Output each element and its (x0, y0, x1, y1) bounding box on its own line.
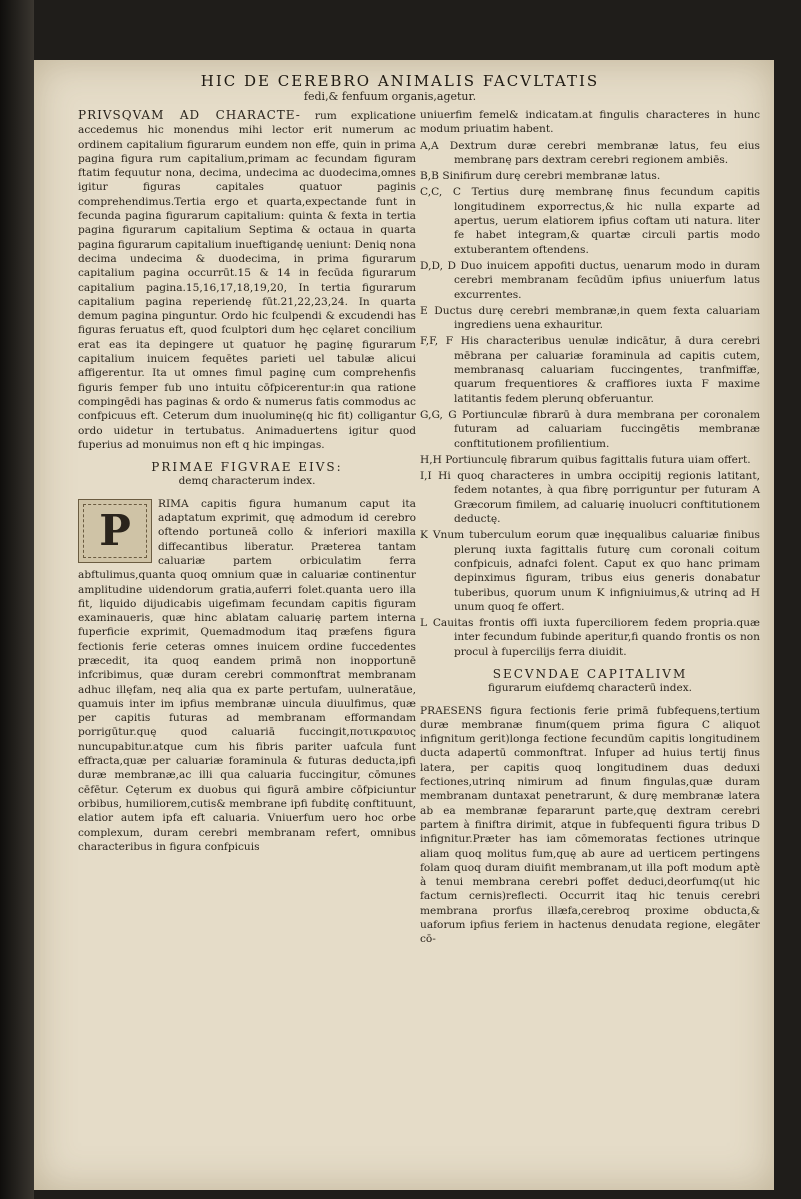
index-entry (420, 528, 760, 614)
index-entry (420, 616, 760, 659)
entry-key: I,I (420, 470, 432, 483)
left-column (78, 108, 416, 860)
index-entry (420, 453, 760, 467)
index-entry (420, 169, 760, 183)
entry-text: Duo inuicem appofiti ductus, uenarum modo in duram cerebri membranam fecūdūm ipfius uniuerfum latus excurrentes. (454, 259, 760, 301)
first-figure-paragraph (78, 497, 416, 854)
section-title-second: SECVNDAE CAPITALIVM (492, 666, 688, 681)
index-entry (420, 139, 760, 168)
right-lead-line-1: uniuerfim femel& indicatam.at fingulis characteres (420, 109, 710, 121)
index-entry (420, 304, 760, 333)
first-figure-text: RIMA capitis figura humanum caput ita adaptatum exprimit, quę admodum id cerebro oftendo portuneā collo & inferiori maxilla diffecantibus liberatur. Præterea tantam caluariæ partem orbiculatim ferra abftulimus,quanta quoq omnium quæ in caluariæ continentur amplitudine uidendorum gratia,auferri folet.quanta uero illa fit, liquido dijudicabis uigefimam fecundam capitis figuram examinaueris, quæ hinc ablatam caluarię partem interna fuperficie exprimit, Quemadmodum itaq præfens figura fectionis ferie ceteras omnes inuicem ordine fuccedentes præcedit, ita quoq eandem primā non inopportunē infcribimus, quæ duram cerebri commonftrat membranam adhuc illęfam, neq alia qua ex parte pertufam, uulneratāue, quamuis inter im ipfius membranæ uincula diuulfimus, quæ per capitis futuras ad membranam efformandam porrigūtur.quę quod caluariā fuccingit,ποτικραυιος nuncupabitur.atque cum his fibris pariter uafcula funt effracta,quæ per caluariæ foraminula & futuras deducta,ipfi duræ membranæ,ac illi qua caluaria fuccingitur, cōmunes cēfētur. Cęterum ex duobus qui figurā ambire cōfpiciuntur orbibus, humiliorem,cutis& membrane ipfi fubditę conftituunt, elatior autem ipfa eft caluaria. Vniuerfum uero hoc orbe complexum, duram cerebri membranam refert, omnibus characteribus in figura confpicuis (78, 497, 416, 853)
entry-text: Sinifirum durę cerebri membranæ latus. (442, 170, 661, 183)
intro-lead: PRIVSQVAM AD CHARACTE- (78, 108, 301, 122)
running-header: HIC DE CEREBRO ANIMALIS FACVLTATIS (200, 72, 600, 90)
index-entry (420, 334, 760, 405)
entry-key: H,H (420, 453, 442, 466)
entry-key: G,G, G (420, 408, 457, 421)
intro-paragraph (78, 108, 416, 452)
entry-text: Tertius durę membranę finus fecundum capitis longitudinem exporrectus,& hic nulla exparte ad apertus, uerum elatiorem ipfius coftam uti natura. liter fe habet integram,& quartæ circuli partis modo extuberantem oftendens. (454, 186, 760, 256)
entry-text: Vnum tuberculum eorum quæ inęqualibus caluariæ finibus plerunq iuxta fagittalis futurę cum coronali coitum confpicuis, adnafci folent. Caput ex quo hanc primam depinximus figuram, tribus eius generis donabatur tuberibus, quorum unum K infigniuimus,& utrinq ad H unum quoq fe offert. (432, 529, 760, 613)
index-entry (420, 259, 760, 302)
character-index (420, 139, 760, 659)
intro-text: rum explicatione accedemus hic monendus mihi lector erit numerum ac ordinem capitalium figurarum eundem non effe, quin in prima pagina figura rum capitalium,primam ac fecundam figuram ftatim fequutur nona, decima, undecima ac duodecima,omnes igitur figuras capitales quatuor paginis comprehendimus.Tertia ergo et quarta,expectande funt in fecunda pagina figurarum capitalium: quinta & fexta in tertia pagina figurarum capitalium Septima & octaua in quarta pagina figurarum capitalium inueftigandę ueniunt: Deniq nona decima undecima & duodecima, in prima figurarum capitalium pagina occurrūt.15 & 14 in fecūda figurarum capitalium pagina.15,16,17,18,19,20, In tertia figurarum capitalium pagina reperiendę fūt.21,22,23,24. In quarta demum pagina pinguntur. Ordo hic fculpendi & excudendi has figuras feruatus eft, quod fculptori dum hęc cęlaret concilium erat eas ita depingere ut quatuor hę paginę figurarum capitalium inuicem fequētes parieti uel tabulæ alicui affigerentur. Ita ut omnes fimul paginę cum comprehenfis figuris femper fub uno intuitu cōfpicerentur:in qua ratione compingēdi has paginas & ordo & numerus fatis commodus ac confpicuus eft. Ceterum dum inuoluminę(q hic fit) colligantur ordo uidetur in tertubatus. Animaduertens igitur quod fuperius ad monuimus non eft q hic impingas. (78, 110, 416, 451)
index-entry (420, 408, 760, 451)
running-subheader: fedi,& fenfuum organis,agetur. (303, 90, 477, 103)
right-lead-line-2: in hunc modum priuatim habent. (420, 109, 761, 136)
book-gutter (0, 0, 34, 1199)
section-title-first: PRIMAE FIGVRAE EIVS: (151, 460, 343, 475)
right-lead (420, 108, 760, 137)
section-subtitle-second: figurarum eiufdemq characterū index. (488, 682, 692, 695)
entry-text: Portiunculę fibrarum quibus fagittalis futura uiam offert. (445, 453, 751, 466)
entry-key: A,A (420, 139, 439, 152)
entry-text: Portiunculæ fibrarū à dura membrana per coronalem futuram ad caluariam fuccingētis membranæ conftitutionem profilientium. (454, 408, 760, 450)
entry-key: B,B (420, 170, 439, 183)
entry-text: Ductus durę cerebri membranæ,in quem fexta caluariam ingrediens uena exhauritur. (434, 304, 760, 332)
index-entry (420, 469, 760, 526)
entry-text: His characteribus uenulæ indicātur, ā dura cerebri mēbrana per caluariæ foraminula ad capitis cutem, membranasq caluariam fuccingentes, tranfmiffæ, quarum frequentiores & craffiores iuxta F maxime latitantis fedem plerunq obferuantur. (454, 335, 761, 405)
entry-key: L (420, 617, 428, 630)
entry-text: Hi quoq characteres in umbra occipitij regionis latitant, fedem notantes, à qua fibrę porriguntur per futuram A Græcorum fimilem, ad caluarię inuolucri conftitutionem deductę. (438, 470, 761, 526)
second-figure-paragraph: PRAESENS figura fectionis ferie primā fubfequens,tertium duræ membranæ finum(quem prima figura C aliquot infignitum gerit)longa fectione fecundūm capitis longitudinem ducta adapertū commonftrat. Infuper ad huius tertij finus latera, per capitis quoq longitudinem duas deduxi fectiones,utrinq nimirum ad finum fingulas,quæ duram membranam duntaxat penetrarunt, & durę membranæ latera ab ea membranæ fepararunt parte,quę dextram cerebri partem à finiftra dirimit, atque in fubfequenti figura tribus D infignitur.Præter has iam cōmemoratas fectiones utrinque aliam quoq molitus fum,quę ab aure ad uerticem pertingens folam quoq duram diuifit membranam,ut illa poft modum aptè à tenui membrana cerebri poffet deduci,deorfumq(ut hic factum cernis)reflecti. Occurrit itaq hic tenuis cerebri membrana prorfus illæfa,cerebroq proxime obducta,& uaforum ipfius feriem in hactenus denudata regione, elegāter cō- (420, 704, 760, 946)
entry-key: D,D, D (420, 259, 456, 272)
right-column (420, 108, 760, 953)
section-subtitle-first: demq characterum index. (178, 475, 316, 488)
entry-key: K (420, 529, 428, 542)
entry-key: F,F, F (420, 335, 454, 348)
decorated-initial (78, 499, 152, 563)
entry-text: Dextrum duræ cerebri membranæ latus, feu eius membranę pars dextram cerebri regionem ambiēs. (449, 139, 760, 166)
entry-key: C,C, C (420, 186, 461, 199)
entry-key: E (420, 304, 428, 317)
index-entry (420, 185, 760, 256)
entry-text: Cauitas frontis offi iuxta fuperciliorem fedem propria.quæ inter fecundum fubinde aperitur,fi quando frontis os non procul à fupercilijs ferra diuidit. (432, 617, 760, 658)
initial-letter: P (99, 505, 131, 555)
